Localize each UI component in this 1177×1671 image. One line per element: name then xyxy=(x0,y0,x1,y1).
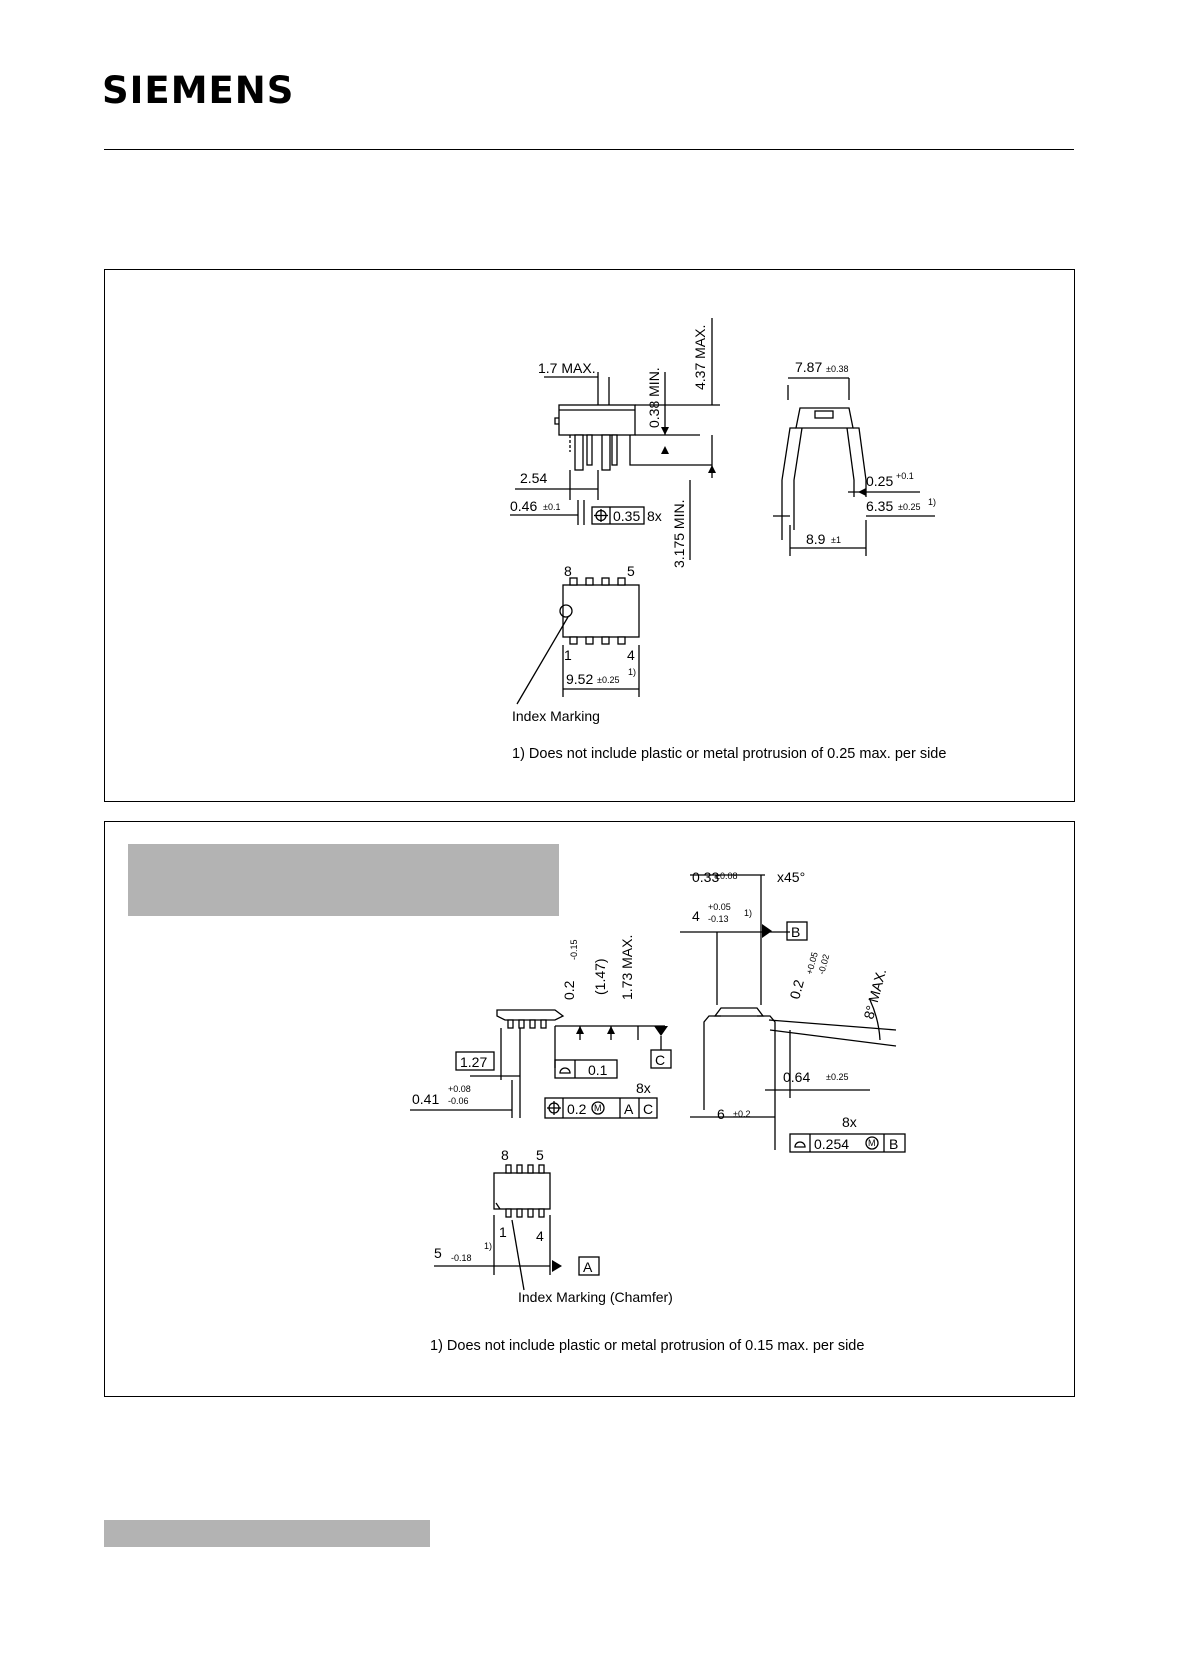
dim-0-41-tol-m: -0.06 xyxy=(448,1096,469,1106)
so8-note-ref-4: 1) xyxy=(744,908,753,918)
dim-6: 6 xyxy=(717,1106,725,1122)
dim-7-87: 7.87 xyxy=(795,359,823,375)
dim-6-35: 6.35 xyxy=(866,498,894,514)
so8-note-ref-5: 1) xyxy=(484,1241,493,1251)
flatness-value: 0.1 xyxy=(588,1062,608,1078)
dim-0-25-tol: +0.1 xyxy=(896,471,914,481)
dip8-footnote: 1) Does not include plastic or metal protrusion of 0.25 max. per side xyxy=(512,746,947,762)
dim-0-2: 0.2 xyxy=(561,980,577,1000)
position-tolerance-count: 8x xyxy=(647,508,662,524)
dim-9-52: 9.52 xyxy=(566,671,594,687)
dim-0-64-tol: ±0.25 xyxy=(826,1072,849,1082)
dim-1-7-max: 1.7 MAX. xyxy=(538,360,596,376)
dim-6-tol: ±0.2 xyxy=(733,1109,751,1119)
mmc-symbol: M xyxy=(594,1103,602,1113)
dim-9-52-tol: ±0.25 xyxy=(597,675,620,685)
dim-0-2b-tol-m: -0.02 xyxy=(816,953,832,976)
dip8-pin-4: 4 xyxy=(627,647,635,663)
dim-1-27: 1.27 xyxy=(460,1054,488,1070)
dip8-end-view xyxy=(773,359,936,556)
dim-0-41: 0.41 xyxy=(412,1091,440,1107)
dim-0-2b: 0.2 xyxy=(786,977,807,1001)
dim-0-33: 0.33 xyxy=(692,869,720,885)
profile-value: 0.254 xyxy=(814,1136,850,1152)
datum-b: B xyxy=(791,924,801,940)
dim-7-87-tol: ±0.38 xyxy=(826,364,849,374)
position-tolerance-value: 0.35 xyxy=(613,508,641,524)
dim-0-46-tol: ±0.1 xyxy=(543,502,561,512)
dim-8-deg-max: 8° MAX. xyxy=(860,966,890,1021)
dip8-lead xyxy=(575,435,583,470)
dip8-note-ref: 1) xyxy=(928,497,937,507)
dim-0-25: 0.25 xyxy=(866,473,894,489)
so8-top-view xyxy=(434,1147,673,1305)
so8-count-8x-b: 8x xyxy=(842,1114,857,1130)
dim-4-tol-p: +0.05 xyxy=(708,902,731,912)
so8-side-body xyxy=(497,1010,563,1020)
dim-2-54: 2.54 xyxy=(520,470,548,486)
datum-c-ref: C xyxy=(643,1101,654,1117)
so8-footnote: 1) Does not include plastic or metal protrusion of 0.15 max. per side xyxy=(430,1338,865,1354)
dim-0-64: 0.64 xyxy=(783,1069,811,1085)
dip8-top-view xyxy=(512,563,639,724)
so8-pin-5: 5 xyxy=(536,1147,544,1163)
dip8-lead xyxy=(602,435,610,470)
dim-6-35-tol: ±0.25 xyxy=(898,502,921,512)
dip8-top-note-ref: 1) xyxy=(628,667,637,677)
so8-end-body xyxy=(715,1008,763,1016)
dim-0-2-tol: -0.15 xyxy=(569,939,579,960)
dim-45: x45° xyxy=(777,869,806,885)
dim-0-2b-tol-p: +0.05 xyxy=(804,950,820,976)
so8-pin-8: 8 xyxy=(501,1147,509,1163)
dip8-side-view xyxy=(510,318,720,568)
so8-count-8x: 8x xyxy=(636,1080,651,1096)
so8-pin-4: 4 xyxy=(536,1228,544,1244)
flatness-frame xyxy=(555,1060,617,1078)
so8-side-view xyxy=(410,935,671,1118)
dim-0-38-min: 0.38 MIN. xyxy=(646,367,662,428)
so8-index-label: Index Marking (Chamfer) xyxy=(518,1289,673,1305)
position-value: 0.2 xyxy=(567,1101,587,1117)
dip8-pin-1: 1 xyxy=(564,647,572,663)
dip8-pin-5: 5 xyxy=(627,563,635,579)
dim-5: 5 xyxy=(434,1245,442,1261)
so8-pin-1: 1 xyxy=(499,1224,507,1240)
dip8-lead xyxy=(612,435,617,465)
dim-4-tol-m: -0.13 xyxy=(708,914,729,924)
datum-c: C xyxy=(655,1052,666,1068)
datum-b-ref: B xyxy=(889,1136,899,1152)
dim-1-47: (1.47) xyxy=(592,958,608,995)
dip8-top-body xyxy=(563,585,639,637)
so8-top-body xyxy=(494,1173,550,1209)
dim-5-tol: -0.18 xyxy=(451,1253,472,1263)
dim-4-37-max: 4.37 MAX. xyxy=(692,324,708,390)
dip8-index-label: Index Marking xyxy=(512,708,600,724)
dim-3-175-min: 3.175 MIN. xyxy=(671,499,687,568)
dim-0-46: 0.46 xyxy=(510,498,538,514)
dim-8-9: 8.9 xyxy=(806,531,826,547)
dim-4: 4 xyxy=(692,908,700,924)
siemens-logo: SIEMENS xyxy=(102,69,295,112)
dip8-pin-8: 8 xyxy=(564,563,572,579)
so8-end-view xyxy=(680,869,905,1152)
dip8-lead xyxy=(587,435,592,465)
mmc-symbol-b: M xyxy=(868,1138,876,1148)
dim-8-9-tol: ±1 xyxy=(831,535,841,545)
datum-a: A xyxy=(583,1259,593,1275)
dim-0-33-tol: ±0.08 xyxy=(715,871,738,881)
dim-1-73-max: 1.73 MAX. xyxy=(619,934,635,1000)
datum-a-ref: A xyxy=(624,1101,634,1117)
dim-0-41-tol-p: +0.08 xyxy=(448,1084,471,1094)
